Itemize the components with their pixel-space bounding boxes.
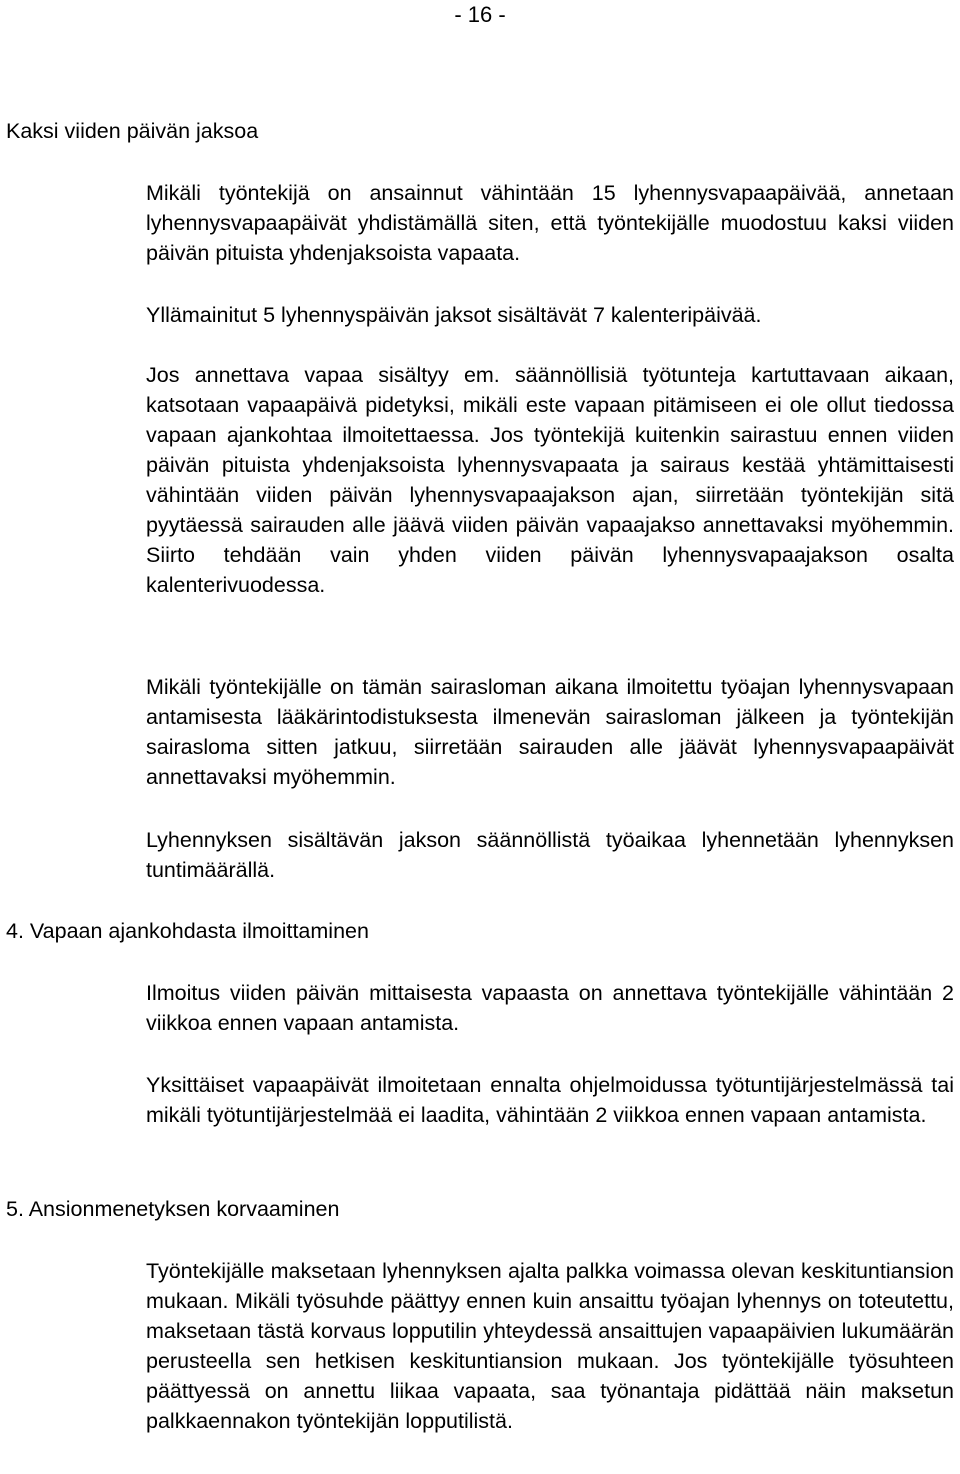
paragraph: Mikäli työntekijälle on tämän sairasloman aikana ilmoitettu työajan lyhennysvapaan antamisesta lääkärintodistuksesta ilmenevän sairasloman jälkeen ja työntekijän sairasloma sitten jatkuu, siirretään sairauden alle jäävät lyhennysvapaapäivät annettavaksi myöhemmin. — [146, 675, 954, 789]
paragraph: Jos annettava vapaa sisältyy em. säännöllisiä työtunteja kartuttavaan aikaan, katsotaan vapaapäivä pidetyksi, mikäli este vapaan pitämiseen ei ole ollut tiedossa vapaan ajankohtaa ilmoitettaessa. Jos työntekijä kuitenkin sairastuu ennen viiden päivän pituista yhdenjaksoista lyhennysvapaata ja sairaus kestää yhtämittaisesti vähintään viiden päivän lyhennysvapaajakson ajan, siirretään työntekijän sitä pyytäessä sairauden alle jäävä viiden päivän vapaajakso annettavaksi myöhemmin. Siirto tehdään vain yhden viiden päivän lyhennysvapaajakson osalta kalenterivuodessa. — [146, 363, 954, 597]
section-heading-5: 5. Ansionmenetyksen korvaaminen — [6, 1197, 340, 1221]
paragraph: Lyhennyksen sisältävän jakson säännöllistä työaikaa lyhennetään lyhennyksen tuntimäärällä. — [146, 828, 954, 882]
paragraph: Työntekijälle maksetaan lyhennyksen ajalta palkka voimassa olevan keskituntiansion mukaan. Mikäli työsuhde päättyy ennen kuin ansaittu työajan lyhennys on toteutettu, maksetaan tästä korvaus lopputilin yhteydessä ansaittujen vapaapäivien lukumäärän perusteella sen hetkisen keskituntiansion mukaan. Jos työntekijälle työsuhteen päättyessä on annettu liikaa vapaata, saa työnantaja pidättää näin maksetun palkkaennakon työntekijän lopputilistä. — [146, 1259, 954, 1433]
page-number: - 16 - — [454, 2, 506, 27]
section-heading-4: 4. Vapaan ajankohdasta ilmoittaminen — [6, 919, 369, 943]
paragraph: Yllämainitut 5 lyhennyspäivän jaksot sisältävät 7 kalenteripäivää. — [146, 303, 762, 327]
paragraph: Mikäli työntekijä on ansainnut vähintään 15 lyhennysvapaapäivää, annetaan lyhennysvapaapäivät yhdistämällä siten, että työntekijälle muodostuu kaksi viiden päivän pituista yhdenjaksoista vapaata. — [146, 181, 954, 265]
paragraph: Ilmoitus viiden päivän mittaisesta vapaasta on annettava työntekijälle vähintään 2 viikkoa ennen vapaan antamista. — [146, 981, 954, 1035]
section-heading-intro: Kaksi viiden päivän jaksoa — [6, 119, 259, 143]
paragraph: Yksittäiset vapaapäivät ilmoitetaan ennalta ohjelmoidussa työtuntijärjestelmässä tai mikäli työtuntijärjestelmää ei laadita, vähintään 2 viikkoa ennen vapaan antamista. — [146, 1073, 954, 1127]
